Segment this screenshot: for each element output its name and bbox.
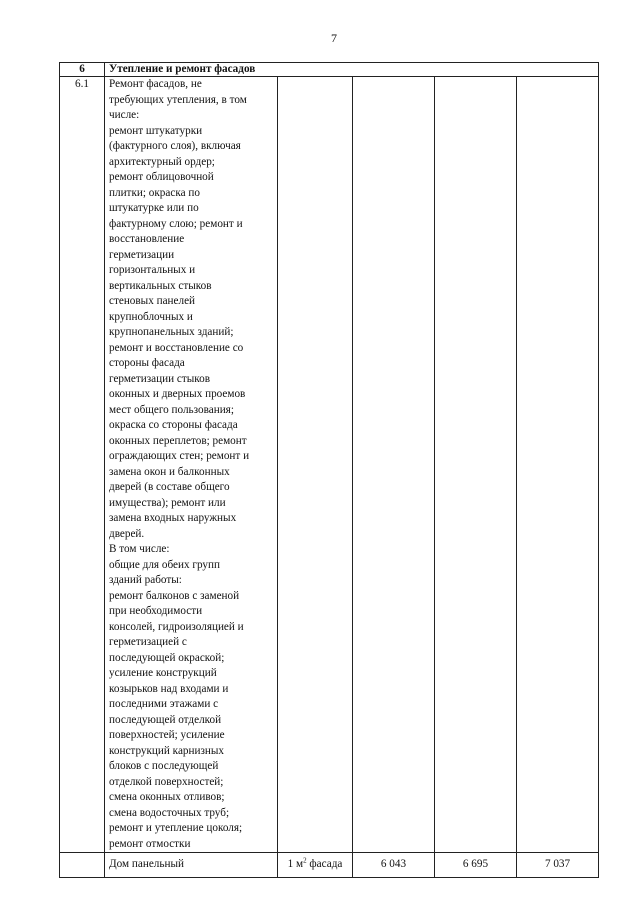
description-line: отделкой поверхностей; [109, 775, 224, 788]
description-line: козырьков над входами и [109, 682, 229, 695]
description-line: при необходимости [109, 605, 203, 617]
empty-cell-price-2 [435, 77, 517, 853]
section-number: 6 [60, 63, 105, 77]
description-line: стороны фасада [109, 357, 185, 369]
empty-cell-price-1 [353, 77, 435, 853]
description-line: замена входных наружных [109, 512, 237, 524]
description-line: герметизации [109, 248, 175, 261]
description-line: ремонт штукатурки [109, 124, 203, 137]
description-line: общие для обеих групп [109, 558, 220, 571]
description-line: (фактурного слоя), включая [109, 140, 241, 152]
empty-cell-unit [278, 77, 353, 853]
description-line: окраска со стороны фасада [109, 419, 238, 431]
description-line: поверхностей; усиление [109, 729, 225, 741]
building-type: Дом панельный [105, 853, 278, 878]
description-line: ремонт отмостки [109, 837, 191, 850]
work-description [105, 77, 278, 853]
section-header-row [60, 63, 599, 77]
description-line: последними этажами с [109, 698, 219, 710]
description-line: последующей окраской; [109, 651, 225, 664]
description-line: ремонт и восстановление со [109, 341, 244, 354]
description-line: ремонт облицовочной [109, 171, 214, 183]
description-line: оконных переплетов; ремонт [109, 434, 247, 447]
description-line: архитектурный ордер; [109, 155, 215, 168]
description-line: В том числе: [109, 543, 170, 555]
description-line: фактурному слою; ремонт и [109, 217, 243, 230]
page-number: 7 [331, 31, 337, 45]
description-line: плитки; окраска по [109, 186, 200, 199]
description-line: вертикальных стыков [109, 279, 212, 292]
description-row [60, 77, 599, 853]
description-line: замена окон и балконных [109, 465, 230, 478]
description-line: оконных и дверных проемов [109, 388, 246, 400]
price-row-panel-house [60, 853, 599, 878]
description-line: восстановление [109, 233, 185, 245]
unit-of-measure [278, 853, 353, 878]
description-line: ремонт и утепление цоколя; [109, 822, 243, 834]
empty-cell-id [60, 853, 105, 878]
unit-prefix: 1 м [287, 858, 304, 871]
description-line: герметизации стыков [109, 372, 211, 385]
unit-suffix: фасада [306, 858, 343, 871]
description-line: усиление конструкций [109, 667, 217, 679]
description-line: зданий работы: [109, 574, 182, 586]
section-title: Утепление и ремонт фасадов [105, 63, 599, 77]
description-line: блоков с последующей [109, 760, 219, 772]
description-line: мест общего пользования; [109, 403, 234, 416]
price-value-3: 7 037 [517, 853, 599, 878]
description-line: конструкций карнизных [109, 744, 224, 757]
description-line: требующих утепления, в том [109, 93, 247, 106]
description-line: имущества); ремонт или [109, 496, 226, 509]
price-table [59, 62, 599, 878]
row-id: 6.1 [60, 77, 105, 853]
unit-superscript: 2 [303, 856, 307, 865]
empty-cell-price-3 [517, 77, 599, 853]
description-line: Ремонт фасадов, не [109, 78, 202, 90]
description-line: крупноблочных и [109, 310, 193, 323]
price-value-2: 6 695 [435, 853, 517, 878]
description-line: числе: [109, 109, 140, 121]
description-line: смена оконных отливов; [109, 791, 225, 803]
price-value-1: 6 043 [353, 853, 435, 878]
description-line: последующей отделкой [109, 713, 222, 726]
description-line: стеновых панелей [109, 295, 196, 307]
description-line: дверей. [109, 527, 145, 540]
description-line: герметизацией с [109, 636, 187, 648]
description-line: дверей (в составе общего [109, 481, 230, 493]
description-line: смена водосточных труб; [109, 806, 230, 819]
description-line: консолей, гидроизоляцией и [109, 620, 244, 633]
description-line: ограждающих стен; ремонт и [109, 450, 250, 462]
description-line: ремонт балконов с заменой [109, 589, 240, 602]
description-line: штукатурке или по [109, 202, 199, 214]
description-line: крупнопанельных зданий; [109, 326, 234, 338]
description-line: горизонтальных и [109, 264, 196, 276]
